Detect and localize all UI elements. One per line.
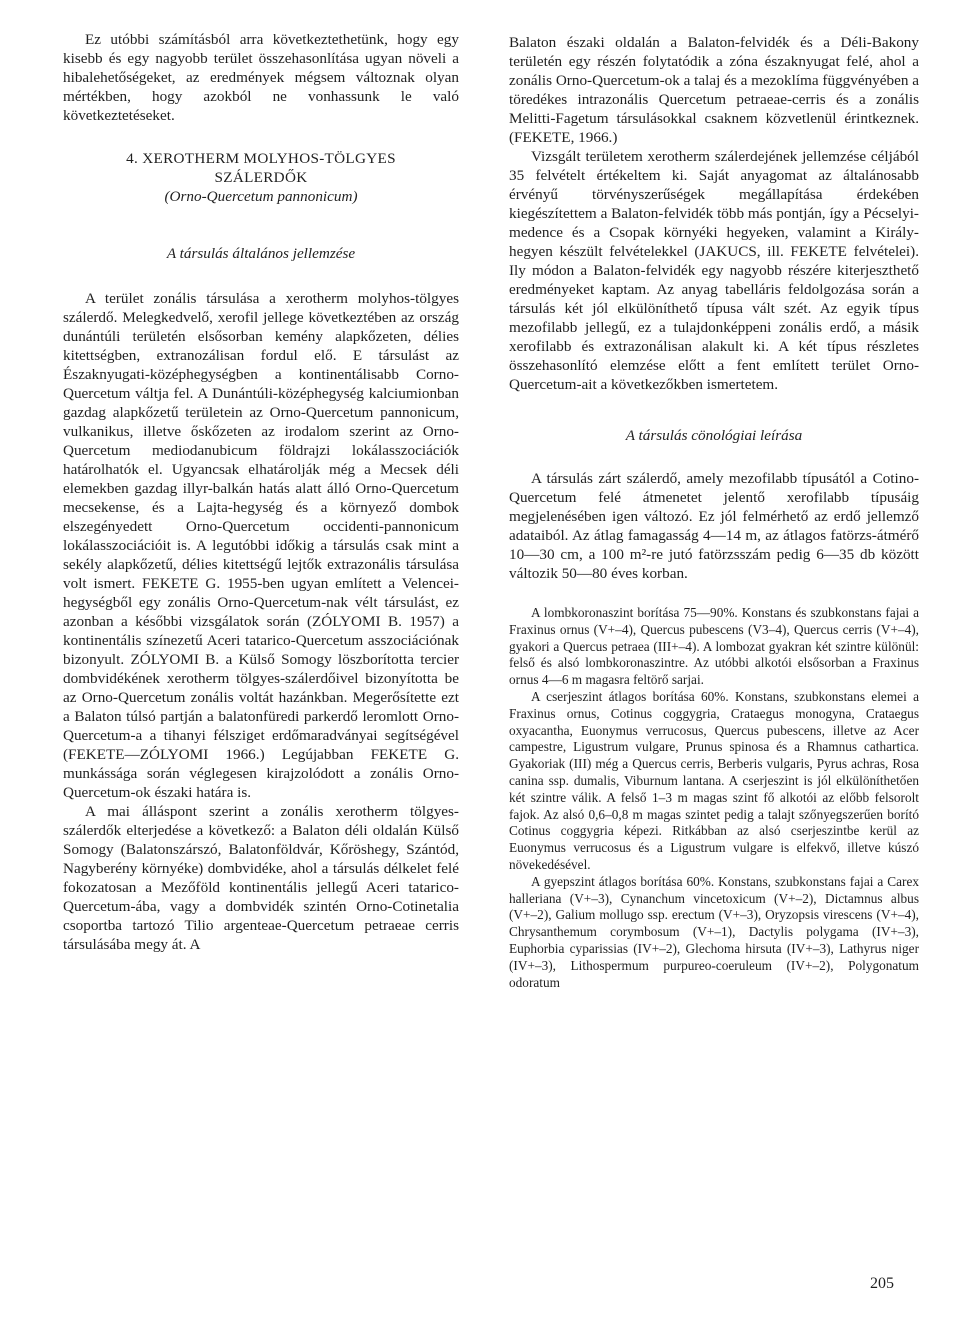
body-paragraph: Vizsgált területem xerotherm szálerdejének jellemzése céljából 35 felvételt értékeltem ki. Saját anyagomat az általánosabb érvényű törvényszerűségek megállapítása érdekében kiegészítettem a Balaton-felvidék több más pontján, így a Pécselyi-medence és a Csopak környéki hegyeken, valamint a Király-hegyen készült felvételekkel (JAKUCS, ill. FEKETE felvételei). Ily módon a Balaton-felvidék egy nagyobb részére kiterjeszthető eredményeket kaptam. Az anyag tabelláris feldolgozása során a társulás két jól elkülöníthető típusa vált szét. Az egyik típus mezofilabb jellegű, ez a tulajdonképpeni zonális erdő, a másik xerofilabb és extrazonálisan alakult ki. A két típus részletes összehasonlító elemzése előtt a fent említett terület Orno-Quercetum-ait a következőkben ismertetem.: [509, 148, 919, 393]
section-subtitle: (Orno-Quercetum pannonicum): [164, 188, 358, 205]
section-title-line2: SZÁLERDŐK: [214, 169, 308, 186]
section-heading: [63, 149, 459, 206]
shrub-paragraph: A cserjeszint átlagos borítása 60%. Konstans, szubkonstans elemei a Fraxinus ornus, Cotinus coggygria, Crataegus monogyna, Crataegus oxyacantha, Euonymus verrucosus, Quercus pubescens, illetve az Acer campestre, Ligustrum vulgare, Prunus spinosa és a Rhamnus cathartica. Gyakoriak (III) még a Quercus cerris, Berberis vulgaris, Pyrus achras, Rosa canina ssp. dumalis, Viburnum lantana. A cserjeszint is jól elkülöníthetően két szintre válik. A felső 1–3 m magas szint fő alkotói az előbb felsorolt fajok. Az alsó 0,6–0,8 m magas szintet pedig a talajt szőnyegszerűen borító Cotinus coggygria képezi. Ritkábban az alsó cserjeszintbe kerül az Euonymus verrucosus és a Ligustrum vulgare is elfekvő, illetve kúszó növekedésével.: [509, 688, 919, 872]
herb-paragraph: A gyepszint átlagos borítása 60%. Konstans, szubkonstans fajai a Carex halleriana (V+–3), Cynanchum vincetoxicum (V+–2), Dictamnus albus (V+–2), Galium mollugo ssp. erectum (V+–3), Oryzopsis virescens (V+–4), Chrysanthemum corymbosum (V+–1), Dactylis polygama (IV+–3), Euphorbia cyparissias (IV+–2), Glechoma hirsuta (IV+–3), Lathyrus niger (IV+–3), Lithospermum purpureo-coeruleum (IV+–2), Polygonatum odoratum: [509, 873, 919, 990]
body-paragraph: Balaton északi oldalán a Balaton-felvidék és a Déli-Bakony területén egy részén folytatódik a zóna északnyugat felé, ahol a zonális Orno-Quercetum-ok a talaj és a mezoklíma függvényében a töredékes intrazonális Quercetum petraeae-cerris és a zonális Melitti-Fagetum társulásokkal csaknem közvetlenül érintkeznek. (FEKETE, 1966.): [509, 34, 919, 146]
subsection-heading: A társulás cönológiai leírása: [625, 427, 803, 444]
body-paragraph: A mai álláspont szerint a zonális xerotherm tölgyes-szálerdők elterjedése a következő: a Balaton déli oldalán Külső Somogy (Balatonszárszó, Balatonföldvár, Kőröshegy, Szántód, Nagyberény környéke) dombvidéke, ahol a társulás délkelet felé fokozatosan a Mezőföld kontinentális jellegű Aceri tatarico-Quercetum-ába, vagy a dombvidék szintén Orno-Cotinetalia csoportba tartozó Tilio argenteae-Quercetum petraeae cerris társulásába megy át. A: [63, 803, 459, 953]
canopy-paragraph: A lombkoronaszint borítása 75—90%. Konstans és szubkonstans fajai a Fraxinus ornus (V+–4), Quercus pubescens (V3–4), Quercus cerris (V+–4), gyakori a Quercus petraea (III+–4). A lombozat gyakran két szintre különül: felső és alsó lombkoronaszintre. Az utóbbi alkotói elsősorban a Fraxinus ornus 4—6 m magasra feltörő sarjai.: [509, 605, 919, 688]
subsection-heading: A társulás általános jellemzése: [166, 245, 356, 262]
spacer: [509, 583, 919, 605]
section-title: 4. XEROTHERM MOLYHOS-TÖLGYES: [126, 150, 396, 167]
intro-paragraph: Ez utóbbi számításból arra következtethetünk, hogy egy kisebb és egy nagyobb terület összehasonlítása ugyan növeli a hibalehetőségeket, az eredmények mégsem változnak olyan mértékben, hogy azokból ne vonhassunk le való következtetéseket.: [63, 31, 459, 124]
body-paragraph: A terület zonális társulása a xerotherm molyhos-tölgyes szálerdő. Melegkedvelő, xerofil jellege következtében az ország dunántúli területén elsősorban kemény alapkőzeten, délies kitettségben, extranozálisan fordul elő. E társulást az Északnyugati-középhegységben a kontinentálisabb Corno-Quercetum váltja fel. A Dunántúli-középhegység kalciumionban gazdag alapkőzetű területein az Orno-Quercetum pannonicum, vulkanikus, illetve őskőzeten az irodalom szerint az Orno-Quercetum mediodanubicum földrajzi lokálasszociációk határolhatók el. Ugyancsak elhatárolják még a Mecsek déli elemekben gazdag illyr-balkán hatás alatt álló Orno-Quercetum mecsekense, és a Lajta-hegység és a környező dombok elszegényedett Orno-Quercetum occidenti-pannonicum lokálasszociációit is. A legutóbbi időkig a társulás csak mint a sekély alapkőzetű, délies kitettségű lejtők extrazonális társulása volt ismert. FEKETE G. 1955-ben ugyan említett a Velencei-hegységből egy zonális Orno-Quercetum-nak vélt társulást, ez azonban a későbbi vizsgálatok során (ZÓLYOMI B. 1957) a kontinentális színezetű Aceri tatarico-Quercetum asszociációnak bizonyult. ZÓLYOMI B. a Külső Somogy löszborította tercier dombvidékének xerotherm tölgyes-szálerdőivel bizonyította be az Orno-Quercetum zonális voltát hazánkban. Megerősítette ezt a Balaton túlsó partján a balatonfüredi parkerdő leromlott Orno-Quercetum-a a tihanyi félsziget erdőmaradványai segítségével (FEKETE—ZÓLYOMI 1966.) Legújabban FEKETE G. munkássága során véglegesen kirajzolódott a zonális Orno-Quercetum-ok északi határa is.: [63, 290, 459, 801]
body-paragraph: A társulás zárt szálerdő, amely mezofilabb típusától a Cotino-Quercetum felé átmenetet jelentő xerofilabb típusáig megjelenésében igen változó. Ez jól felmérhető az erdő jellemző adataiból. Az átlag famagasság 4—14 m, az átlagos fatörzs-átmérő 10—30 cm, a 100 m²-re jutó fatörzsszám pedig 6—35 db között változik 50—80 éves korban.: [509, 470, 919, 582]
right-column: [509, 33, 919, 991]
left-column: [63, 30, 459, 954]
page-number: 205: [870, 1275, 894, 1292]
